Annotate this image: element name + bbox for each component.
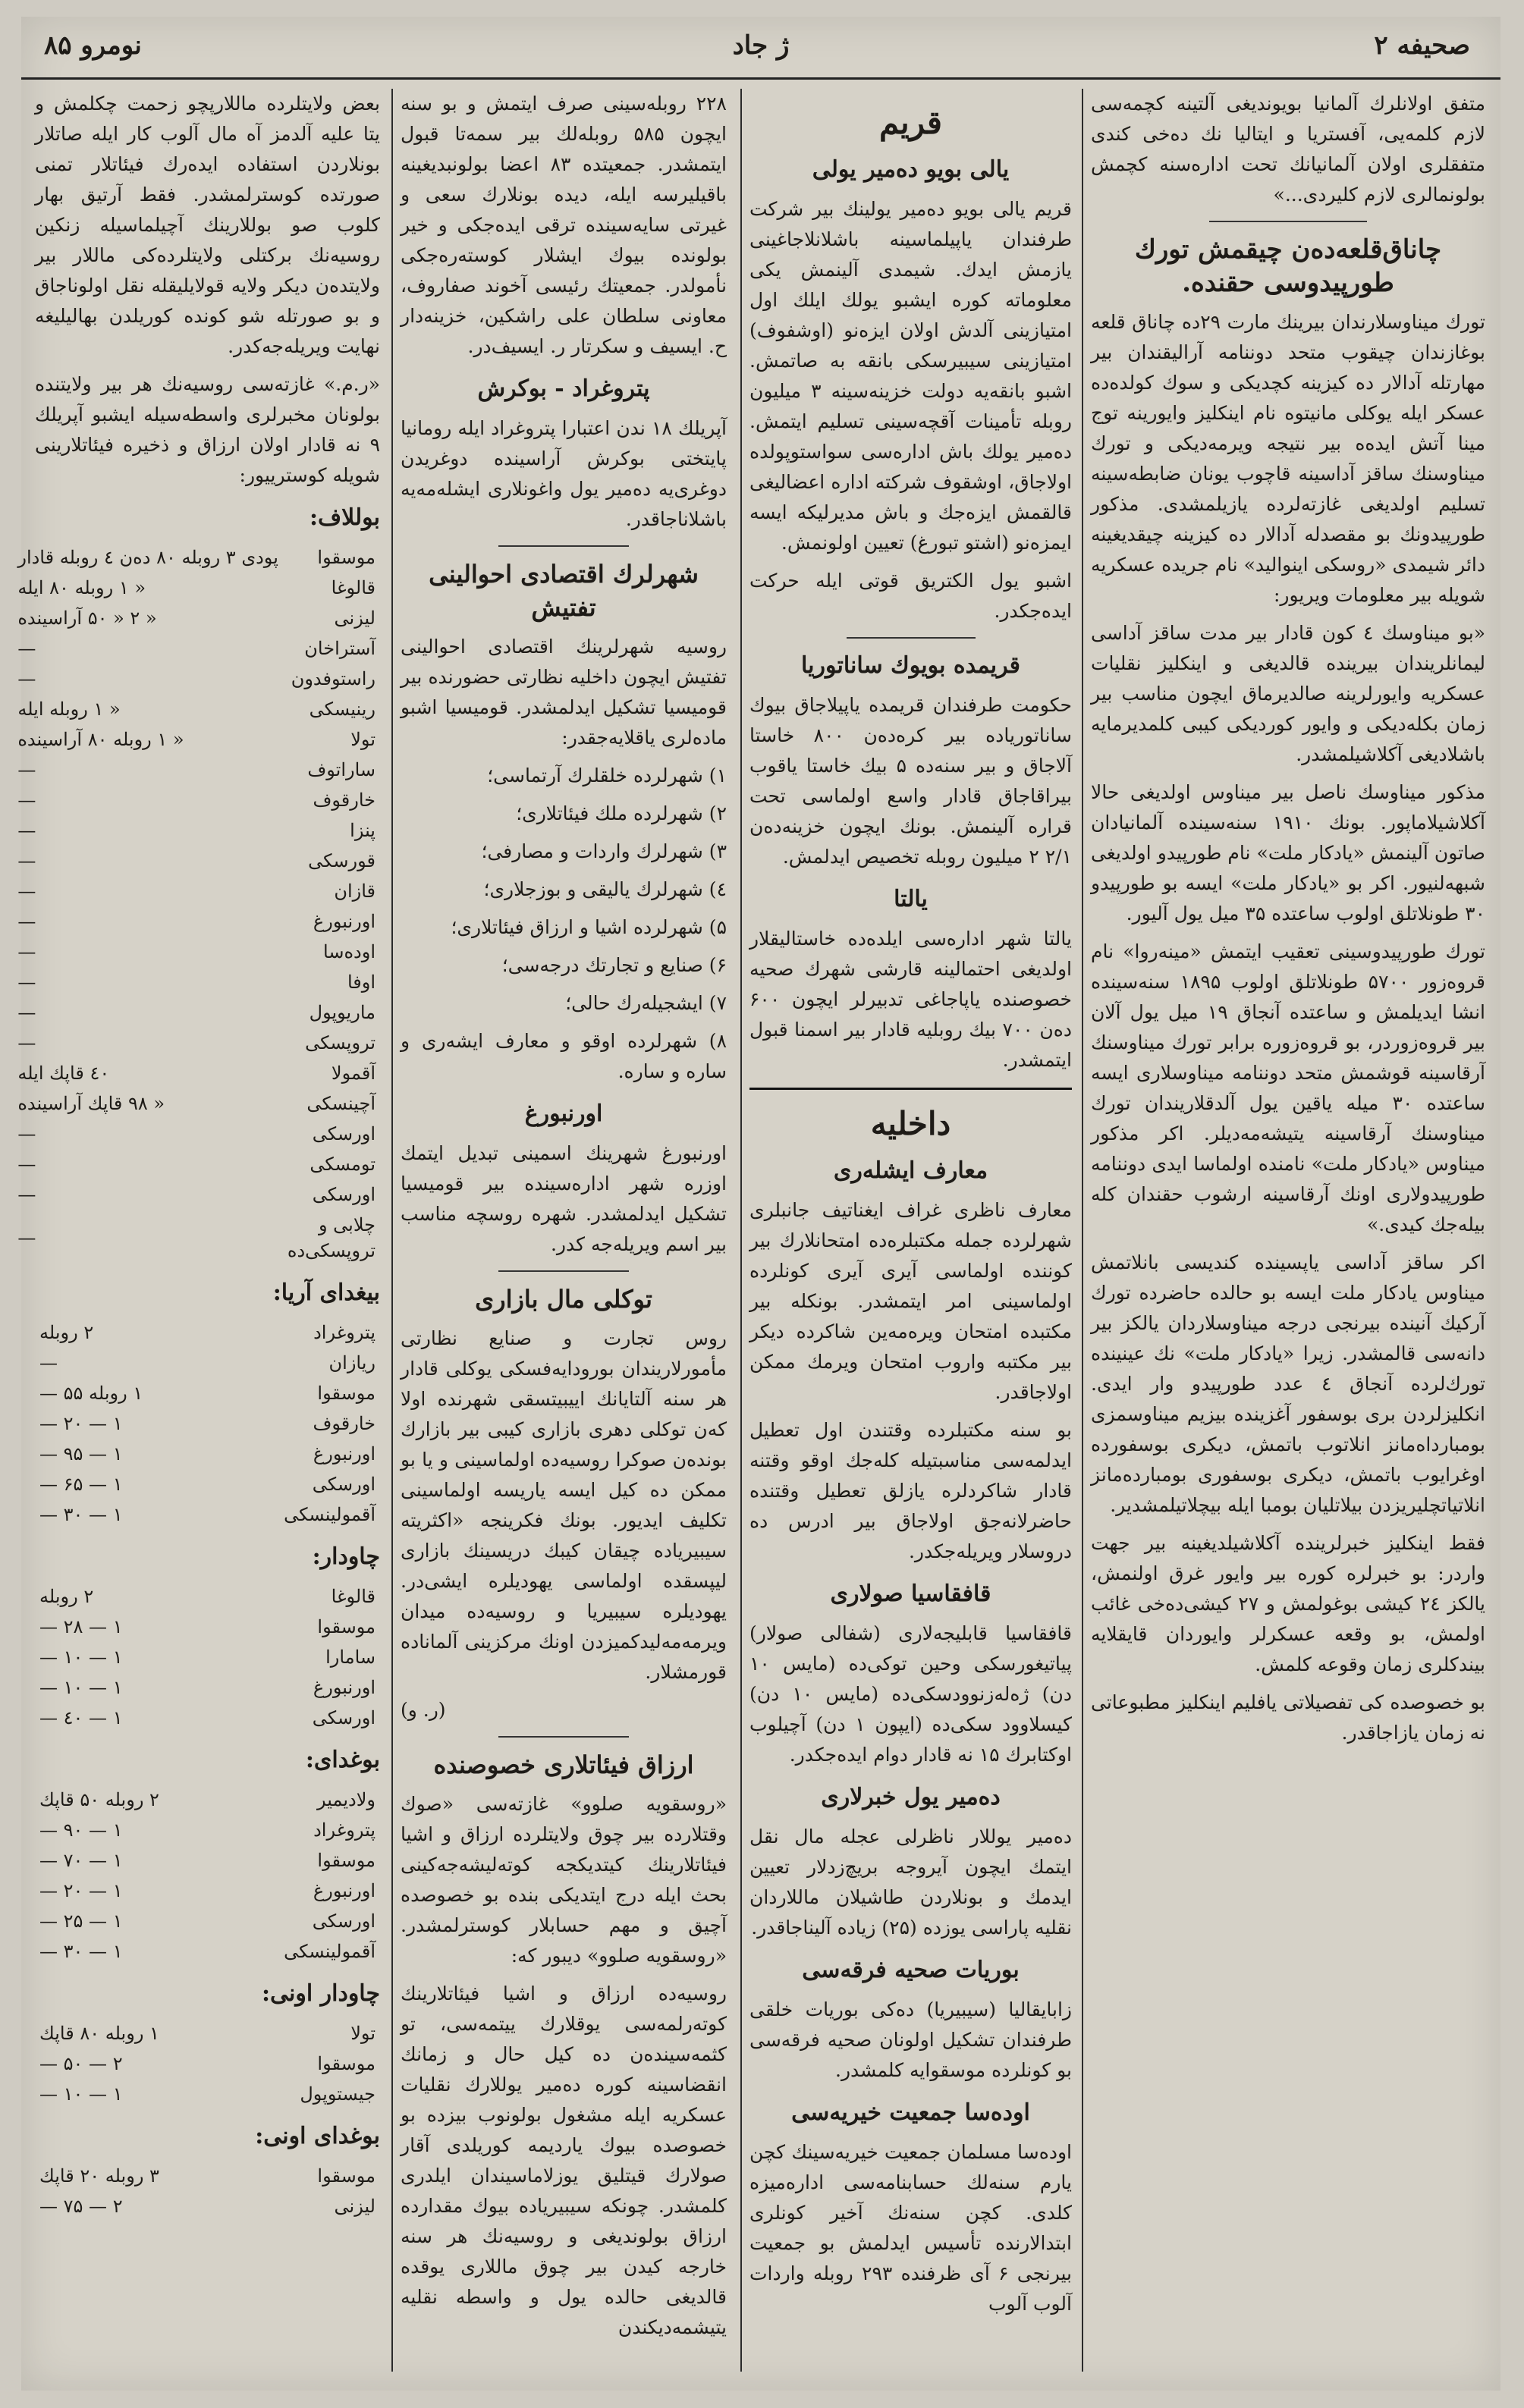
table-row (35, 2191, 380, 2221)
city-cell: موسقوا (317, 1850, 376, 1871)
masthead-title: ژ جاد (732, 30, 790, 61)
paragraph: اوده‌سا مسلمان جمعیت خیریه‌سینك كچن یارم سنه‌لك حسابنامه‌سی اداره‌میزه كلدی. كچن سنه‌نك آخیر كونلری ابتدالارنده تأسیس ایدلمش بو جمعیت بیرنجی ۶ آی ظرفنده ۲۹۳ روبله واردات آلوب آلوب (749, 2141, 1072, 2315)
price-table-wheat (35, 1785, 380, 1967)
price-cell: پودی ۳ روبله ۸۰ ده‌ن ٤ روبله قادار (17, 547, 278, 568)
page-number: صحیفه ۲ (1374, 30, 1470, 61)
table-row (35, 1785, 380, 1815)
price-cell: — (17, 881, 36, 902)
table-row (35, 1612, 380, 1642)
price-cell: ۱ — ۷۰ — (39, 1850, 123, 1871)
city-cell: پتروغراد (313, 1322, 376, 1343)
price-cell: ۲ روبله (39, 1322, 94, 1343)
city-cell: اورنبورغ (313, 1443, 376, 1465)
subheading: پتروغراد - بوكرش (477, 375, 650, 402)
paragraph: تورك میناوسلارندان بیرینك مارت ۲۹ده چاناق قلعه بوغازندان چیقوب متحد دوننامه آرالیقندان بیر مهارتله آدالار ده كیزینه كچدیكی و سوك كولده‌ده عسكر ایله یوكلی مانیتوه نام اینكلیز وایورینه توج مینا آتش ایده‌ه بیر نتیجه ویرمه‌دیكی و تورك میناوسنك ساقز آداسینه قاچوب یونان ضابطه‌سینه تسلیم اولدیغی غازته‌لرده یازیلمشدی. مذكور طورپیدونك بو مقصدله آدالار ده كیزینه چیقدیغینه دائر شیمدی «روسكی اینوالید» نام جریده عسكریه شویله بیر معلومات ویریور: (1091, 311, 1485, 606)
subheading: معارف ایشله‌ری (833, 1157, 988, 1184)
list-item: ۲) شهرلرده ملك فیئاتلاری؛ (516, 802, 727, 824)
page-header (21, 17, 1500, 80)
table-heading: بوغدای اونی: (255, 2123, 380, 2149)
table-row (35, 1845, 380, 1876)
table-row (13, 846, 380, 876)
paragraph: «بو میناوسك ٤ كون قادار بیر مدت ساقز آداسی لیمانلریندان بیرینده قالدیغی و اینكلیز نقلیات عسكریه وایورلرینه صالدیرماق ایچون مناسب بیر زمان بكله‌دیكی و وایور كوردیكی كیبی كلمدیرمایه باشلادیغی آكلاشیلمشدر. (1091, 622, 1486, 765)
headline-food-prices: ارزاق فیئاتلاری خصوصنده (433, 1750, 694, 1779)
table-row (13, 1119, 380, 1149)
price-cell: — (17, 638, 36, 659)
divider (498, 1270, 629, 1272)
price-cell: ۲ روبله (39, 1586, 94, 1607)
price-cell: ۱ — ۶۵ — (39, 1474, 123, 1495)
price-cell: — (17, 850, 36, 871)
price-cell: « ۱ روبله ۸۰ ایله (17, 577, 146, 598)
section-title-domestic: داخليه (870, 1105, 951, 1142)
table-row (13, 1210, 380, 1266)
table-row (13, 967, 380, 997)
table-row (13, 755, 380, 785)
city-cell: تومسكی (310, 1154, 376, 1175)
table-heading: بوغدای: (305, 1747, 380, 1773)
table-row (35, 1703, 380, 1733)
price-cell: — (17, 1123, 36, 1144)
city-cell: تروپسكی (305, 1032, 376, 1053)
city-cell: اورسكی (312, 1184, 376, 1205)
list-item: ۱) شهرلرده خلقلرك آرتماسی؛ (487, 764, 727, 786)
city-cell: جیستوپول (300, 2083, 376, 2105)
column-2 (749, 89, 1072, 2372)
subheading: بوریات صحیه فرقه‌سی (802, 1957, 1020, 1983)
table-row (35, 1378, 380, 1408)
table-heading: بیغدای آریا: (272, 1279, 380, 1306)
table-row (35, 1672, 380, 1703)
list-item: ۸) شهرلرده اوقو و معارف ایشه‌ری و ساره و ساره. (401, 1030, 727, 1082)
price-cell: « ۱ روبله ۸۰ آراسینده (17, 729, 184, 750)
divider (498, 1736, 629, 1738)
city-cell: اورسكی (312, 1123, 376, 1144)
table-row (13, 633, 380, 664)
subheading: اوده‌سا جمعیت خیریه‌سی (791, 2099, 1030, 2126)
city-cell: رینیسكی (309, 699, 376, 720)
price-table-wheat-flour-2 (35, 2161, 380, 2221)
paragraph: اشبو یول الكتریق قوتی ایله حركت ایده‌جكدر. (749, 570, 1072, 622)
table-row (35, 1581, 380, 1612)
subheading: ده‌میر یول خبرلاری (821, 1784, 1001, 1810)
list-item: ۵) شهرلرده اشیا و ارزاق فیئاتلاری؛ (451, 916, 727, 938)
price-cell: ۲ — ۷۵ — (39, 2196, 123, 2217)
city-cell: چلابی و تروپسكی‌ده (287, 1214, 376, 1261)
price-cell: — (17, 759, 36, 780)
table-row (13, 997, 380, 1028)
newspaper-page (17, 17, 1500, 2391)
paragraph: بو خصوصده كی تفصیلاتی یافلیم اینكلیز مطبوعاتی نه زمان یازاجاقدر. (1091, 1691, 1485, 1744)
paragraph: تورك طورپیدوسینی تعقیب ایتمش «مینه‌روا» نام قروه‌زور ۵۷۰۰ طونلاتلق اولوب ۱۸۹۵ سنه‌سینده انشا ایدیلمش و ساعتده آنجاق ۱۹ میل یول آلان بیر قروه‌زوردر، بو قروه‌زوره برابر تورك میناوسنك آرقاسینه قوشمش متحد دوننامه میناوسلاری ایسه ساعتده ۳۰ میله یاقین یول آلدقلاریندان تورك میناوسنك آرقاسینه یتیشه‌مه‌دیلر. اكر مذكور میناوس «یادكار ملت» نامنده اولماسا ایدی دوننامه طورپیدولاری اونك آرقاسینه ارشوب حقندان كله بیله‌جك كیدی.» (1091, 940, 1485, 1235)
price-cell: — (39, 1352, 58, 1374)
city-cell: موسقوا (317, 2053, 376, 2074)
city-cell: قالوغا (331, 1586, 376, 1607)
paragraph: بعض ولایتلرده ماللارپچو زحمت چكلمش و یتا علیه‌ آلدمز آه مال آلوب كار ایله صاتلار بونلاردن استفاده ایده‌رك فیئاتلار تمنی صورتده كوسترلمشدر. فقط آرتیق بهار كلوب صو بوللارینك آچیلماسیله زنكین روسیه‌نك بركتلی ولایتلرده‌كی ماللار بیر ولایتده‌ن دیكر ولایه قولایلیقله نقل اولوناجاق و بو صورتله شو كونده كوریلدن بهالیلیغه نهایت ویریله‌جه‌كدر. (35, 93, 380, 357)
divider (1209, 221, 1367, 222)
paragraph: مذكور میناوسك ناصل بیر میناوس اولدیغی حالا آكلاشیلاماپور. بونك ۱۹۱۰ سنه‌سینده آلمانیادان صاتون آلینمش «یادكار ملت» نام طورپیدو اولدیغی شبهه‌لنیور. اكر بو «یادكار ملت» ایسه بو طورپیدو ۳۰ طونلاتلق اولوب ساعتده ۳۵ میل یول آلیور. (1091, 781, 1486, 925)
city-cell: ریازان (328, 1352, 376, 1374)
table-row (13, 724, 380, 755)
paragraph: بو سنه مكتبلرده وقتندن اول تعطیل ایدلمه‌سی مناسبتیله كله‌جك اوقو وقتنه قادار شاكردلره یازلق تعطیل وقتنده حاضرلانه‌جق اولاجاق بیر ادرس ده دروسلار ویریله‌جكدر. (749, 1419, 1072, 1562)
table-row (13, 785, 380, 815)
table-row (13, 937, 380, 967)
subheading: یالتا (894, 886, 928, 912)
paragraph: اكر ساقز آداسی یاپسینده كندیسی بانلاتمش میناوس یادكار ملت ایسه بو حالده حاضرده تورك آركیك آنینده بیرنجی درجه میناوسلاردان یالكز بیر دانه‌سی قالمشدر. زیرا «یادكار ملت» نك عینینده تورك‌لرده آنجاق ٤ عدد طورپیدو وار ایدی. انكلیزلردن بری بوسفور آغزینده بیزیم میناوسمزی بومبارداه‌مانز انلاتوب باتمش، دیكری بوسفورده اوغرایوب باتمش، دیكری بوسفوری بومبارده‌مانز انلاتیاتچلیریزدن بیلاتلیان بومبا ایله بیچلاتیلمشدیر. (1091, 1251, 1485, 1516)
table-row (35, 1876, 380, 1906)
price-cell: ۱ روبله ۸۰ قاپك (39, 2023, 159, 2044)
city-cell: اورسكی (312, 1910, 376, 1932)
section-divider (749, 1088, 1072, 1090)
table-row (13, 664, 380, 694)
city-cell: قالوغا (331, 577, 376, 598)
paragraph: فقط اینكلیز خبرلرینده آكلاشیلدیغینه بیر جهت واردر: بو خبرلره كوره بیر وایور غرق اولنمش، یالكز ۲٤ كیشی بوغولمش و ۲۷ كیشی‌ده‌خی غائب اولمش، بو وقعه عسكرلر وایوردان قایقلایه بیندكلری زمان وقوعه كلمش. (1091, 1532, 1486, 1675)
price-cell: ۱ — ۲۸ — (39, 1616, 123, 1637)
paragraph: ده‌میر یوللار ناظرلی عجله مال نقل ایتمك ایچون آیروجه بریچ‌زدلار تعیین ایدمك و بونلاردن طاشیلان ماللاردان نقلیه پاراسی یوزده (۲۵) زیاده آلیناجاقدر. (749, 1826, 1072, 1939)
price-cell: ۱ — ۱۰ — (39, 2083, 123, 2105)
table-row (13, 1149, 380, 1179)
paragraph: روسیه شهرلرینك اقتصادی احوالینی تفتیش ایچون داخلیه نظارتی حضورنده بیر قومیسیا تشكیل ایدلمشدر. قومیسیا اشبو ماده‌لری یاقلایه‌جقدر: (401, 636, 727, 749)
price-cell: « ۹۸ قاپك آراسینده (17, 1093, 165, 1114)
table-row (35, 1906, 380, 1936)
table-row (35, 2049, 380, 2079)
table-row (35, 1499, 380, 1530)
subheading: قریمده بویوك ساناتوریا (801, 652, 1020, 679)
table-row (13, 573, 380, 603)
price-cell: ۱ — ۳۰ — (39, 1504, 123, 1525)
price-cell: ۱ روبله ۵۵ — (39, 1383, 143, 1404)
subheading: یالی بویو ده‌میر یولی (812, 156, 1010, 183)
price-cell: ۲ — ۵۰ — (39, 2053, 123, 2074)
headline-torpedo: چاناق‌قلعه‌ده‌ن چیقمش تورك طورپیدوسی حقنده. (1134, 234, 1442, 298)
city-cell: اوده‌سا (323, 941, 376, 962)
table-row (13, 876, 380, 906)
city-cell: اورسكی (312, 1474, 376, 1495)
paragraph: قریم یالی بویو ده‌میر یولینك بیر شركت طرفندان یاپیلماسینه باشلانلاجاغینی یازمش ایدك. شیمدی آلینمش یكی معلوماته كوره ایشبو یولك ایلك اول امتیازینی آلدش اولان ایزه‌نو (اوشفوف) امتیازینی سیبیرسكی بانقه به صاتمش. اشبو بانقه‌یه دولت خزینه‌سینه ۳ میلیون روبله تأمینات آقچه‌سینی تسلیم ایتمش. ده‌میر یولك باش اداره‌سی سواستوپولده اولاجاق، اوشقوف شركته اداره اعضالیغی قالقمش ایزه‌جك و باش مدیرلیكه ایسه ایمزه‌نو (اشتو تبورغ) تعیین اولونمش. (749, 198, 1073, 554)
price-cell: ۲ روبله ۵۰ قاپك (39, 1789, 159, 1810)
table-row (35, 2018, 380, 2049)
price-cell: — (17, 1184, 36, 1205)
divider (498, 545, 629, 547)
city-cell: ولادیمیر (316, 1789, 376, 1810)
city-cell: آچینسكی (306, 1093, 376, 1114)
city-cell: آقمولا (331, 1063, 376, 1084)
table-row (35, 1936, 380, 1967)
table-row (35, 1642, 380, 1672)
city-cell: موسقوا (317, 1383, 376, 1404)
paragraph: «ر.م.» غازته‌سی روسیه‌نك هر بیر ولایتنده بولونان مخبرلری واسطه‌سیله ایشبو آپریلك ۹ نه قادار اولان ارزاق و ذخیره فیئاتلارینی شویله كوسترییور: (35, 373, 380, 486)
table-row (13, 1058, 380, 1088)
price-cell: — (17, 1154, 36, 1175)
paragraph: روسیه‌ده ارزاق و اشیا فیئاتلارینك كوته‌رلمه‌سی یوقلارك ییتمه‌سی، تو كثمه‌سینده‌ن ده كیل حال و زمانك انقضاسینه كوره ده‌میر یوللارك نقلیات عسكریه ایله مشغول بولونوب بیزده بو خصوصده بیوك یاردیمه كوریلدی آقار صولارك قیتلیق یوزلاماسیندان ایلدری كلمشدر. چونكه سیبیریاده بیوك مقدارده ارزاق بولوندیغی و روسیه‌نك هر سنه خارجه كیدن بیر چوق ماللاری یوقده قالدیغی حالده یول و واسطه نقلیه یتیشمه‌دیكندن (401, 1983, 727, 2338)
city-cell: لیزنی (334, 607, 376, 629)
column-4 (17, 89, 380, 2372)
price-cell: ۳ روبله ۲۰ قاپك (39, 2165, 159, 2187)
section-title-crimea: قريم (879, 104, 942, 141)
paragraph: ۲۲۸ روبله‌سینی صرف ایتمش و بو سنه ایچون ۵۸۵ روبله‌لك بیر سمه‌تا قبول ایتمشدر. جمعیتده ۸۳ اعضا بولونبدیغینه باقیلیرسه ایله، دیده بونلارك سعی و غیرتی سایه‌سینده ترقی ایده‌جكی و خیر بولونده بیوك ایشلار كوسته‌ره‌جكی نأمولدر. جمعیتك رئیسی آخوند صفاروف، معاونی سلطان علی راشكین، خزینه‌دار ح. ایسیف و سكرتار ر. ایسیف‌در. (401, 93, 727, 357)
price-cell: — (17, 941, 36, 962)
table-row (35, 2161, 380, 2191)
price-cell: ٤۰ قاپك ایله (17, 1063, 110, 1084)
paragraph: قافقاسیا قابلیجه‌لاری (شفالی صولار) پیاتیغورسكی وحین توكی‌ده (مایس ۱۰ دن) ژه‌له‌زنوودسكی‌ده (مایس ۱۰ دن) كیسلاوود سكی‌ده (ایپون ۱ دن) آچیلوب اوكتابرك ۱۵ نه قادار دوام ایده‌جكدر. (749, 1622, 1072, 1766)
paragraph: معارف ناظری غراف ایغناتیف جانبلری شهرلرده جمله مكتبلره‌ده امتحانلارك بیر كوننده اولماسی آیری آیری كونلرده اولماسینی امر ایتمشدر. بونكله بیر مكتبده امتحان ویره‌مه‌ین شاكرده دیكر بیر مكتبه واروب امتحان ویرمك ممكن اولاجاقدر. (749, 1199, 1072, 1403)
city-cell: قازان (334, 881, 376, 902)
table-heading: چاودار اونی: (261, 1980, 380, 2007)
price-table-rye-flour (35, 2018, 380, 2109)
price-cell: ۱ — ۲۵ — (39, 1910, 123, 1932)
city-cell: موسقوا (317, 547, 376, 568)
subheading: قافقاسیا صولاری (830, 1581, 991, 1607)
table-row (35, 1439, 380, 1469)
city-cell: موسقوا (317, 2165, 376, 2187)
price-cell: — (17, 1227, 36, 1248)
city-cell: موسقوا (317, 1616, 376, 1637)
price-cell: — (17, 820, 36, 841)
price-cell: — (17, 1002, 36, 1023)
article-continuation: متفق اولانلرك آلمانیا بویوندیغی آلتینه كچمه‌سی لازم كلمه‌یی، آفستریا و ایتالیا نك ده‌خی كندی متفقلری اولان آلمانیانك تحت اداره‌سنه كچمش بولونمالری لازم كلیردی...» (1091, 93, 1485, 206)
list-item: ۶) صنایع و تجارتك درجه‌سی؛ (501, 954, 727, 976)
table-row (35, 1469, 380, 1499)
price-cell: ۱ — ۳۰ — (39, 1941, 123, 1962)
price-cell: ۱ — ۹۵ — (39, 1443, 123, 1465)
issue-number: نومرو ۸۵ (44, 30, 142, 61)
column-rule (391, 89, 393, 2372)
headline-leather-market: توكلی مال بازاری (475, 1285, 652, 1314)
city-cell: خارقوف (313, 1413, 376, 1434)
city-cell: سامارا (325, 1647, 376, 1668)
city-cell: اورنبورغ (313, 1677, 376, 1698)
table-row (35, 1317, 380, 1348)
price-cell: ۱ — ۲۰ — (39, 1880, 123, 1901)
list-item: ۷) ایشجیله‌رك حالی؛ (565, 992, 727, 1014)
table-row (13, 1028, 380, 1058)
city-cell: آقمولینسكی (284, 1504, 376, 1525)
price-cell: ۱ — ۱۰ — (39, 1677, 123, 1698)
paragraph: آپریلك ۱۸ ندن اعتبارا پتروغراد ایله رومانیا پایتختی بوكرش آراسینده دوغریدن دوغری‌یه ده‌میر یول واغونلاری ایشله‌مه‌یه باشلاناجاقدر. (401, 417, 727, 530)
table-row (13, 815, 380, 846)
column-3 (401, 89, 727, 2372)
table-heading: بوللاف: (309, 504, 380, 531)
city-cell: آستراخان (304, 638, 376, 659)
price-cell: — (17, 972, 36, 993)
city-cell: اورنبورغ (313, 1880, 376, 1901)
paragraph: یالتا شهر اداره‌سی ایلده‌ده خاستالیقلار اولدیغی احتمالینه قارشی شهرك صحیه خصوصنده یاپاجاغی تدبیرلر ایچون ۶۰۰ ده‌ن ۷۰۰ بیك روبلیه قادار بیر اسمنا قبول ایتمشدر. (749, 928, 1072, 1071)
table-row (35, 2079, 380, 2109)
table-row (35, 1815, 380, 1845)
price-table-rye (35, 1581, 380, 1733)
column-1 (1091, 89, 1485, 2372)
city-cell: ساراتوف (307, 759, 376, 780)
subheading: اورنبورغ (524, 1100, 603, 1127)
column-rule (1082, 89, 1083, 2372)
price-cell: — (17, 790, 36, 811)
city-cell: آقمولینسكی (284, 1941, 376, 1962)
city-cell: ماریوپول (309, 1002, 376, 1023)
price-cell: « ۱ روبله ایله (17, 699, 121, 720)
table-row (13, 694, 380, 724)
paragraph: «روسقویه صلوو» غازته‌سی «صوك وقتلارده بیر چوق ولایتلرده ارزاق و اشیا فیئاتلارینك كیتدیكجه كوته‌لیشه‌جه‌كینی بحث ایله درج ایتدیكی بنده بو خصوصده آچیق و مهم حسابلار كوسترلمشدر. «روسقویه صلوو» دیبور كه: (401, 1793, 727, 1967)
table-row (13, 1088, 380, 1119)
city-cell: خارقوف (313, 790, 376, 811)
price-table-oats (13, 542, 380, 1266)
city-cell: تولا (350, 2023, 376, 2044)
price-cell: — (17, 1032, 36, 1053)
paragraph: اورنبورغ شهرینك اسمینی تبدیل ایتمك اوزره شهر اداره‌سینده بیر قومیسیا تشكیل ایدلمشدر. شهره روسچه مناسب بیر اسم ویریله‌جه كدر. (401, 1142, 727, 1255)
price-cell: ۱ — ۲۰ — (39, 1413, 123, 1434)
table-row (13, 906, 380, 937)
city-cell: راستوفدون (291, 668, 376, 689)
table-row (13, 1179, 380, 1210)
table-heading: چاودار: (312, 1543, 380, 1570)
city-cell: پنزا (350, 820, 376, 841)
list-item: ٤) شهرلرك یالیقی و بوزجلاری؛ (483, 878, 727, 900)
city-cell: قورسكی (308, 850, 376, 871)
table-row (35, 1408, 380, 1439)
price-cell: — (17, 911, 36, 932)
column-rule (740, 89, 742, 2372)
table-row (13, 542, 380, 573)
price-cell: — (17, 668, 36, 689)
table-row (13, 603, 380, 633)
city-cell: لیزنی (334, 2196, 376, 2217)
price-cell: ۱ — ۹۰ — (39, 1819, 123, 1841)
headline-cities: شهرلرك اقتصادی احوالینی تفتیش (429, 560, 699, 622)
city-cell: اورنبورغ (313, 911, 376, 932)
signature: (ر. و) (401, 1699, 446, 1721)
price-cell: « ۲ « ۵۰ آراسینده (17, 607, 157, 629)
city-cell: اورسكی (312, 1707, 376, 1728)
price-cell: ۱ — ٤۰ — (39, 1707, 123, 1728)
paragraph: حكومت طرفندان قریمده یاپیلاجاق بیوك ساناتوریاده بیر كره‌ده‌ن ۸۰۰ خاستا آلاجاق و بیر سنه‌ده ۵ بیك خاستا یاقوب بیراقاجاق قادار واسع اولماسی تحت قراره آلینمش. بونك ایچون خزینه‌ده‌ن ۲/۱ ۲ میلیون روبله تخصیص ایدلمش. (749, 694, 1073, 868)
divider (847, 637, 976, 639)
city-cell: تولا (350, 729, 376, 750)
city-cell: پتروغراد (313, 1819, 376, 1841)
price-table-wheat-flour (35, 1317, 380, 1530)
paragraph: زابایقالیا (سیبیریا) ده‌كی بوریات خلقی طرفندان تشكیل اولونان صحیه فرقه‌سی بو كونلرده موسقوایه كلمشدر. (749, 1998, 1072, 2081)
list-item: ۳) شهرلرك واردات و مصارفی؛ (481, 840, 727, 862)
table-row (35, 1348, 380, 1378)
paragraph: روس تجارت و صنایع نظارتی مأمورلاریندان بورودایه‌فسكی یوكلی قادار هر سنه آلتایانك اییبیتسقی شهرنده اولا كه‌ن توكلی دهری بازاری كیبی بیر بازارك بونده‌ن صوكرا روسیه‌ده اولماسینی و یا بو ممكن ده كیل ایسه یاریسه اولماسینی تكلیف ایدیور. بونك فكرینجه «اكثریته سیبیریاده چیقان كیبك دریسینك بازاری لیپسقده اولماسی یهودیلره ایشی‌در. یهودیلره سیبیریا و روسیه‌ده میدان ویرمه‌مه‌لیدكمیزدن اونك مركزینی آلماناده قورمشلار. (401, 1327, 727, 1683)
price-cell: ۱ — ۱۰ — (39, 1647, 123, 1668)
city-cell: اوفا (347, 972, 376, 993)
